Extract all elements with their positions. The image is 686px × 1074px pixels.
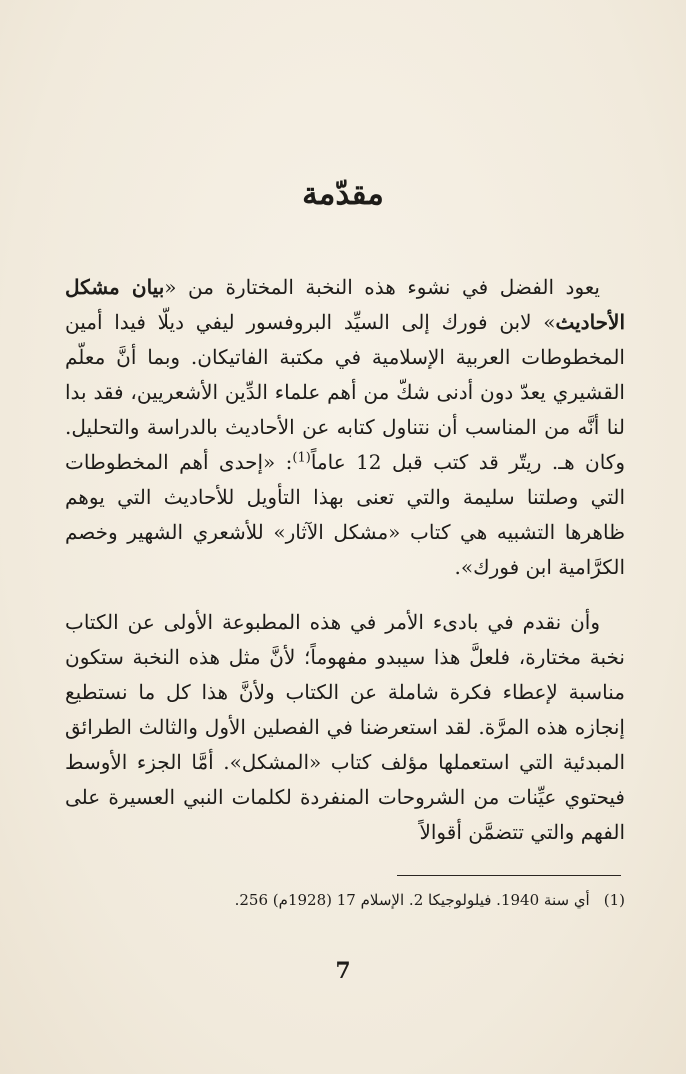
footnote-separator xyxy=(397,875,621,876)
footnote-text: أي سنة 1940. فيلولوجيكا 2. الإسلام 17 (1928م) 256. xyxy=(234,891,590,909)
paragraph-1-text-b: : «إحدى أهم المخطوطات التي وصلتنا سليمة والتي تعنى بهذا التأويل للأحاديث التي يوهم ظاهرها التشبيه هي كتاب «مشكل الآثار» للأشعري الشهير وخصم الكرَّامية ابن فورك». xyxy=(65,450,625,579)
paragraph-1-lead: يعود الفضل في نشوء هذه النخبة المختارة من « xyxy=(164,275,600,299)
footnote-reference: (1) xyxy=(292,450,311,466)
paragraph-2: وأن نقدم في بادىء الأمر في هذه المطبوعة الأولى عن الكتاب نخبة مختارة، فلعلَّ هذا سيبدو مفهوماً؛ لأنَّ مثل هذه النخبة ستكون مناسبة لإعطاء فكرة شاملة عن الكتاب ولأنَّ هذا كل ما نستطيع إنجازه هذه المرَّة. لقد استعرضنا في الفصلين الأول والثالث الطرائق المبدئية التي استعملها مؤلف كتاب «المشكل». أمَّا الجزء الأوسط فيحتوي عيِّنات من الشروحات المنفردة لكلمات النبي العسيرة على الفهم والتي تتضمَّن أقوالاً xyxy=(65,610,625,844)
page-number: 7 xyxy=(335,958,351,984)
footnote xyxy=(65,888,625,912)
page-title: مقدّمة xyxy=(302,176,384,212)
body-text xyxy=(65,270,625,850)
paragraph-1 xyxy=(65,270,625,585)
paragraph-1-text-a: » لابن فورك إلى السيِّد البروفسور ليفي ديلّا فيدا أمين المخطوطات العربية الإسلامية في مكتبة الفاتيكان. وبما أنَّ معلّم القشيري يعدّ دون أدنى شكّ من أهم علماء الدِّين الأشعريين، فقد بدا لنا أنَّه من المناسب أن نتناول كتابه عن الأحاديث بالدراسة والتحليل. وكان هـ. ريتّر قد كتب قبل 12 عاماً xyxy=(65,310,625,474)
book-title: بيان مشكل الأحاديث xyxy=(65,275,625,334)
footnote-number: (1) xyxy=(603,891,625,909)
